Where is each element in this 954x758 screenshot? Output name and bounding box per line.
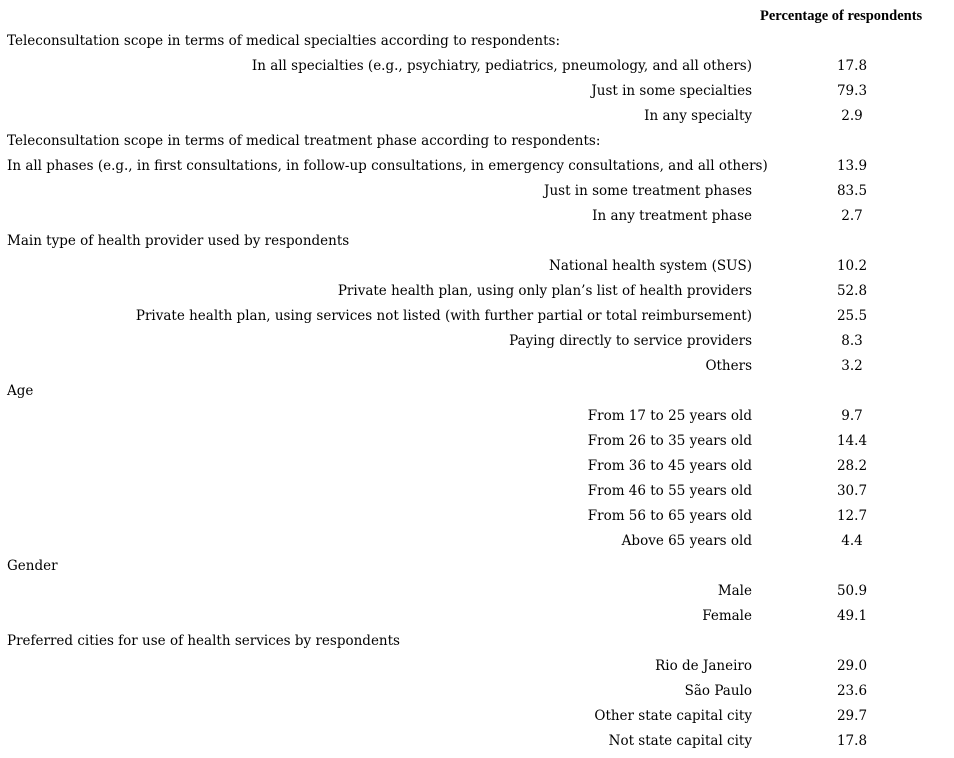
section-header xyxy=(0,229,954,254)
row-label: Female xyxy=(702,608,752,624)
row-value: 3.2 xyxy=(841,358,863,374)
table-row xyxy=(0,329,954,354)
row-value: 14.4 xyxy=(836,433,868,449)
section-header xyxy=(0,554,954,579)
row-label: Other state capital city xyxy=(594,708,752,724)
table-row xyxy=(0,404,954,429)
row-label: Not state capital city xyxy=(608,733,752,749)
row-value: 29.0 xyxy=(836,658,868,674)
row-label: In any specialty xyxy=(644,108,752,124)
row-label: Rio de Janeiro xyxy=(655,658,752,674)
row-value: 79.3 xyxy=(836,83,868,99)
row-value: 23.6 xyxy=(836,683,868,699)
row-label: Paying directly to service providers xyxy=(509,333,752,349)
table-row xyxy=(0,454,954,479)
table-row xyxy=(0,204,954,229)
table-row xyxy=(0,54,954,79)
row-value: 8.3 xyxy=(841,333,863,349)
table-row xyxy=(0,154,954,179)
table-row xyxy=(0,354,954,379)
section-header xyxy=(0,379,954,404)
table-row xyxy=(0,654,954,679)
row-value: 12.7 xyxy=(836,508,868,524)
row-label: National health system (SUS) xyxy=(549,258,752,274)
table-row xyxy=(0,679,954,704)
table-row xyxy=(0,504,954,529)
row-label: In any treatment phase xyxy=(592,208,752,224)
row-value: 10.2 xyxy=(836,258,868,274)
row-value: 28.2 xyxy=(836,458,868,474)
table-row xyxy=(0,729,954,754)
table-body xyxy=(0,29,954,754)
row-value: 50.9 xyxy=(836,583,868,599)
table-row xyxy=(0,479,954,504)
section-title: Main type of health provider used by respondents xyxy=(7,233,350,249)
table-row xyxy=(0,704,954,729)
table-row xyxy=(0,79,954,104)
row-value: 83.5 xyxy=(836,183,868,199)
row-label: From 56 to 65 years old xyxy=(587,508,752,524)
row-value: 52.8 xyxy=(836,283,868,299)
table-row xyxy=(0,304,954,329)
row-label: From 26 to 35 years old xyxy=(587,433,752,449)
row-value: 29.7 xyxy=(836,708,868,724)
column-header: Percentage of respondents xyxy=(760,8,923,24)
table-row xyxy=(0,104,954,129)
row-value: 2.7 xyxy=(841,208,863,224)
row-label: Private health plan, using only plan’s list of health providers xyxy=(337,283,752,299)
table-row xyxy=(0,429,954,454)
row-label: From 36 to 45 years old xyxy=(587,458,752,474)
table-row xyxy=(0,579,954,604)
row-value: 17.8 xyxy=(836,58,868,74)
section-header xyxy=(0,129,954,154)
row-value: 17.8 xyxy=(836,733,868,749)
row-value: 4.4 xyxy=(841,533,863,549)
row-label: From 17 to 25 years old xyxy=(587,408,752,424)
row-value: 13.9 xyxy=(836,158,868,174)
row-value: 2.9 xyxy=(841,108,863,124)
section-header xyxy=(0,629,954,654)
row-label: São Paulo xyxy=(684,683,752,699)
row-value: 30.7 xyxy=(836,483,868,499)
row-label: In all phases (e.g., in first consultations, in follow-up consultations, in emergency consultations, and all others) xyxy=(7,158,768,174)
row-value: 25.5 xyxy=(836,308,868,324)
row-label: Others xyxy=(705,358,752,374)
row-value: 49.1 xyxy=(836,608,868,624)
row-label: In all specialties (e.g., psychiatry, pediatrics, pneumology, and all others) xyxy=(251,58,752,74)
table-row xyxy=(0,529,954,554)
section-title: Teleconsultation scope in terms of medical specialties according to respondents: xyxy=(7,33,561,49)
row-label: Private health plan, using services not listed (with further partial or total reimbursement) xyxy=(135,308,752,324)
section-title: Gender xyxy=(7,558,58,574)
table-row xyxy=(0,279,954,304)
row-label: Male xyxy=(717,583,752,599)
row-label: Just in some specialties xyxy=(591,83,752,99)
row-value: 9.7 xyxy=(841,408,863,424)
row-label: Above 65 years old xyxy=(621,533,752,549)
section-title: Preferred cities for use of health services by respondents xyxy=(7,633,400,649)
table-row xyxy=(0,254,954,279)
section-title: Teleconsultation scope in terms of medical treatment phase according to respondents: xyxy=(7,133,601,149)
section-header xyxy=(0,29,954,54)
table-row xyxy=(0,604,954,629)
table-row xyxy=(0,179,954,204)
row-label: From 46 to 55 years old xyxy=(587,483,752,499)
row-label: Just in some treatment phases xyxy=(544,183,752,199)
section-title: Age xyxy=(7,383,34,399)
